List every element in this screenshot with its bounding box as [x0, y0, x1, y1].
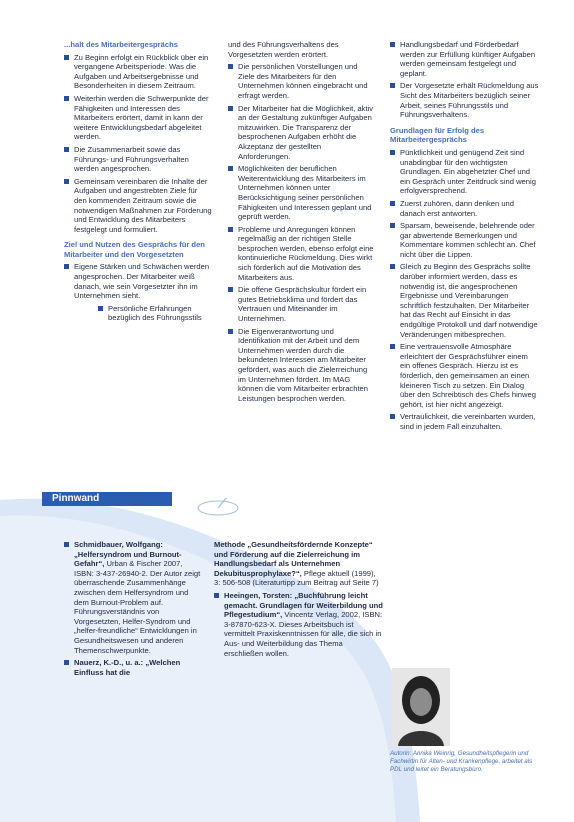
list-item: Zuerst zuhören, dann denken und danach erst antworten.: [390, 199, 540, 218]
bullet-square-icon: [390, 83, 395, 88]
bullet-square-icon: [214, 593, 219, 598]
list-item: Möglichkeiten der beruflichen Weiterentwicklung des Mitarbeiters im Unternehmen können unter Berücksichtigung seiner persönlichen Fähigkeiten und Interessen geplant und geprüft werden.: [228, 164, 374, 222]
bullet-square-icon: [390, 264, 395, 269]
list-item: Handlungsbedarf und Förderbedarf werden zur Erfüllung künftiger Aufgaben werden gemeinsam festgelegt und geplant.: [390, 40, 540, 78]
bullet-square-icon: [64, 660, 69, 665]
section-heading-goals: Ziel und Nutzen des Gesprächs für den Mitarbeiter und den Vorgesetzten: [64, 240, 205, 259]
literature-list-left: [64, 540, 204, 680]
list-item: Zu Beginn erfolgt ein Rückblick über ein vergangene Arbeitsperiode. Was die Aufgaben und Arbeitsergebnisse und Besonderheiten in diesem Zeitraum.: [64, 53, 212, 91]
list-item: Weiterhin werden die Schwerpunkte der Fähigkeiten und Interessen des Mitarbeiters erörtert, damit in kann der weitere Entwicklungsbedarf abgeleitet werden.: [64, 94, 212, 142]
list-item: Pünktlichkeit und genügend Zeit sind unabdingbar für den wichtigsten Grundlagen. Ein abgehetzter Chef und ein Gespräch unter Zeitdruck sind wenig erfolgversprechend.: [390, 148, 540, 196]
author-caption: Autorin: Annika Weinrig, Gesundheitspflegerin und Fachwirtin für Alten- und Krankenpflege, arbeitet als PDL und leitet ein Beratungsbüro.: [390, 750, 533, 773]
list-item: Nauerz, K.-D., u. a.: „Welchen Einfluss hat die: [64, 658, 204, 677]
list-item: Eigene Stärken und Schwächen werden angesprochen. Der Mitarbeiter weiß danach, wie sein Vorgesetzter ihn im Unternehmen sieht.: [64, 262, 212, 300]
list-item: Vertraulichkeit, die vereinbarten wurden, sind in jedem Fall einzuhalten.: [390, 412, 540, 431]
list-item: Heeingen, Torsten: „Buchführung leicht gemacht. Grundlagen für Weiterbildung und Pflegestudium“, Vincentz Verlag, 2002, ISBN: 3-87870-623-X. Dieses Arbeitsbuch ist vermittelt Praxiskenntnissen für alle, die sich in Aus- und Weiterbildung das Thema erschließen wollen.: [214, 591, 384, 658]
column-middle: [228, 40, 374, 406]
list-item: Methode „Gesundheitsfördernde Konzepte“ und Förderung auf die Zielerreichung im Handlungsbedarf als Unternehmen Dekubitusprophylaxe?“, Pflege aktuell (1999), 3: 506-508 (Literaturtipp zum Beitrag auf Seite 7): [214, 540, 379, 588]
literature-list-right: [214, 540, 384, 661]
bullet-square-icon: [64, 264, 69, 269]
list-item: Sparsam, beweisende, belehrende oder gar abwertende Bemerkungen und Kommentare kommen schlecht an. Chef nicht über die Lippen.: [390, 221, 540, 259]
bullet-square-icon: [228, 329, 233, 334]
list-item: Gleich zu Beginn des Gesprächs sollte darüber informiert werden, dass es notwendig ist, die angesprochenen Ergebnisse und Vereinbarungen schriftlich festzuhalten. Der Mitarbeiter hat das Recht auf Einsicht in das endgültige Protokoll und darf notwendige Veränderungen mitbesprechen.: [390, 262, 540, 339]
section-heading-content: ...halt des Mitarbeitergesprächs: [64, 40, 178, 49]
list-item: Gemeinsam vereinbaren die Inhalte der Aufgaben und angestrebten Ziele für den kommenden Zeitraum sowie die notwendigen Maßnahmen zur Förderung und Entwicklung des Mitarbeiters festgelegt und formuliert.: [64, 177, 212, 235]
list-item: Der Mitarbeiter hat die Möglichkeit, aktiv an der Gestaltung zukünftiger Aufgaben mitzuwirken. Die Transparenz der besprochenen Aufgaben erhöht die Akzeptanz der gestellten Anforderungen.: [228, 104, 374, 162]
bullet-square-icon: [390, 150, 395, 155]
bullet-square-icon: [390, 414, 395, 419]
list-item: Die Zusammenarbeit sowie das Führungs- und Führungsverhalten werden angesprochen.: [64, 145, 212, 174]
list-item: Persönliche Erfahrungen bezüglich des Führungsstils: [64, 304, 212, 323]
list-item: Die offene Gesprächskultur fördert ein gutes Betriebsklima und fördert das Vertrauen und Miteinander im Unternehmen.: [228, 285, 374, 323]
bullet-square-icon: [64, 55, 69, 60]
bullet-square-icon: [64, 542, 69, 547]
paragraph-continuation: und des Führungsverhaltens des Vorgesetzten werden erörtert.: [228, 40, 339, 59]
bullet-square-icon: [64, 179, 69, 184]
bullet-square-icon: [228, 227, 233, 232]
bullet-square-icon: [228, 166, 233, 171]
bullet-square-icon: [64, 96, 69, 101]
bullet-square-icon: [390, 42, 395, 47]
portrait-image: [392, 668, 450, 746]
list-item: Die Eigenverantwortung und Identifikation mit der Arbeit und dem Unternehmen werden durch die bekundeten Interessen am Mitarbeiter gefördert, was auch die Zielerreichung im Unternehmen fördert. Im MAG können die vom Mitarbeiter erbrachten Leistungen besprochen werden.: [228, 327, 374, 404]
bullet-list-content: [64, 53, 212, 235]
column-right: [390, 40, 540, 435]
pushpin-icon: [196, 496, 240, 516]
bullet-square-icon: [64, 147, 69, 152]
bullet-square-icon: [228, 287, 233, 292]
list-item: Eine vertrauensvolle Atmosphäre erleichtert der Gesprächsführer einem ein offenes Gespräch. Hierzu ist es förderlich, den gemeinsamen an einen kleineren Tisch zu setzen. Ein Dialog über den Schreibtisch des Chefs hinweg gehört, ist hier nicht angezeigt.: [390, 342, 540, 409]
pinnwand-label: Pinnwand: [42, 492, 172, 506]
list-item: Schmidbauer, Wolfgang: „Helfersyndrom und Burnout-Gefahr“, Urban & Fischer 2007, ISBN: 3-437-26940-2. Der Autor zeigt überraschende Zusammenhänge zwischen dem Helfersyndrom und dem Burnout-Problem auf. Führungsverständnis von Vorgesetzten, Helfer-Syndrom und „helfer-freundliche“ Entwicklungen in Gesundheitswesen und anderen Themenschwerpunkte.: [64, 540, 204, 655]
column-left: [64, 40, 212, 326]
bullet-square-icon: [228, 64, 233, 69]
bullet-square-icon: [98, 306, 103, 311]
bullet-square-icon: [390, 223, 395, 228]
list-item: Der Vorgesetzte erhält Rückmeldung aus Sicht des Mitarbeiters bezüglich seiner Arbeit, seines Führungsstils und Führungsverhaltens.: [390, 81, 540, 119]
bullet-square-icon: [390, 201, 395, 206]
bullet-square-icon: [228, 106, 233, 111]
list-item: Die persönlichen Vorstellungen und Ziele des Mitarbeiters für den Unternehmen können eingebracht und erfragt werden.: [228, 62, 374, 100]
bullet-square-icon: [390, 344, 395, 349]
list-item: Probleme und Anregungen können regelmäßig an der richtigen Stelle besprochen werden, ebenso erfolgt eine kontinuierliche Rückmeldung. Dies wirkt sich förderlich auf die Motivation des Mitarbeiters aus.: [228, 225, 374, 283]
section-heading-success: Grundlagen für Erfolg des Mitarbeitergesprächs: [390, 125, 485, 145]
author-photo: [392, 668, 450, 746]
